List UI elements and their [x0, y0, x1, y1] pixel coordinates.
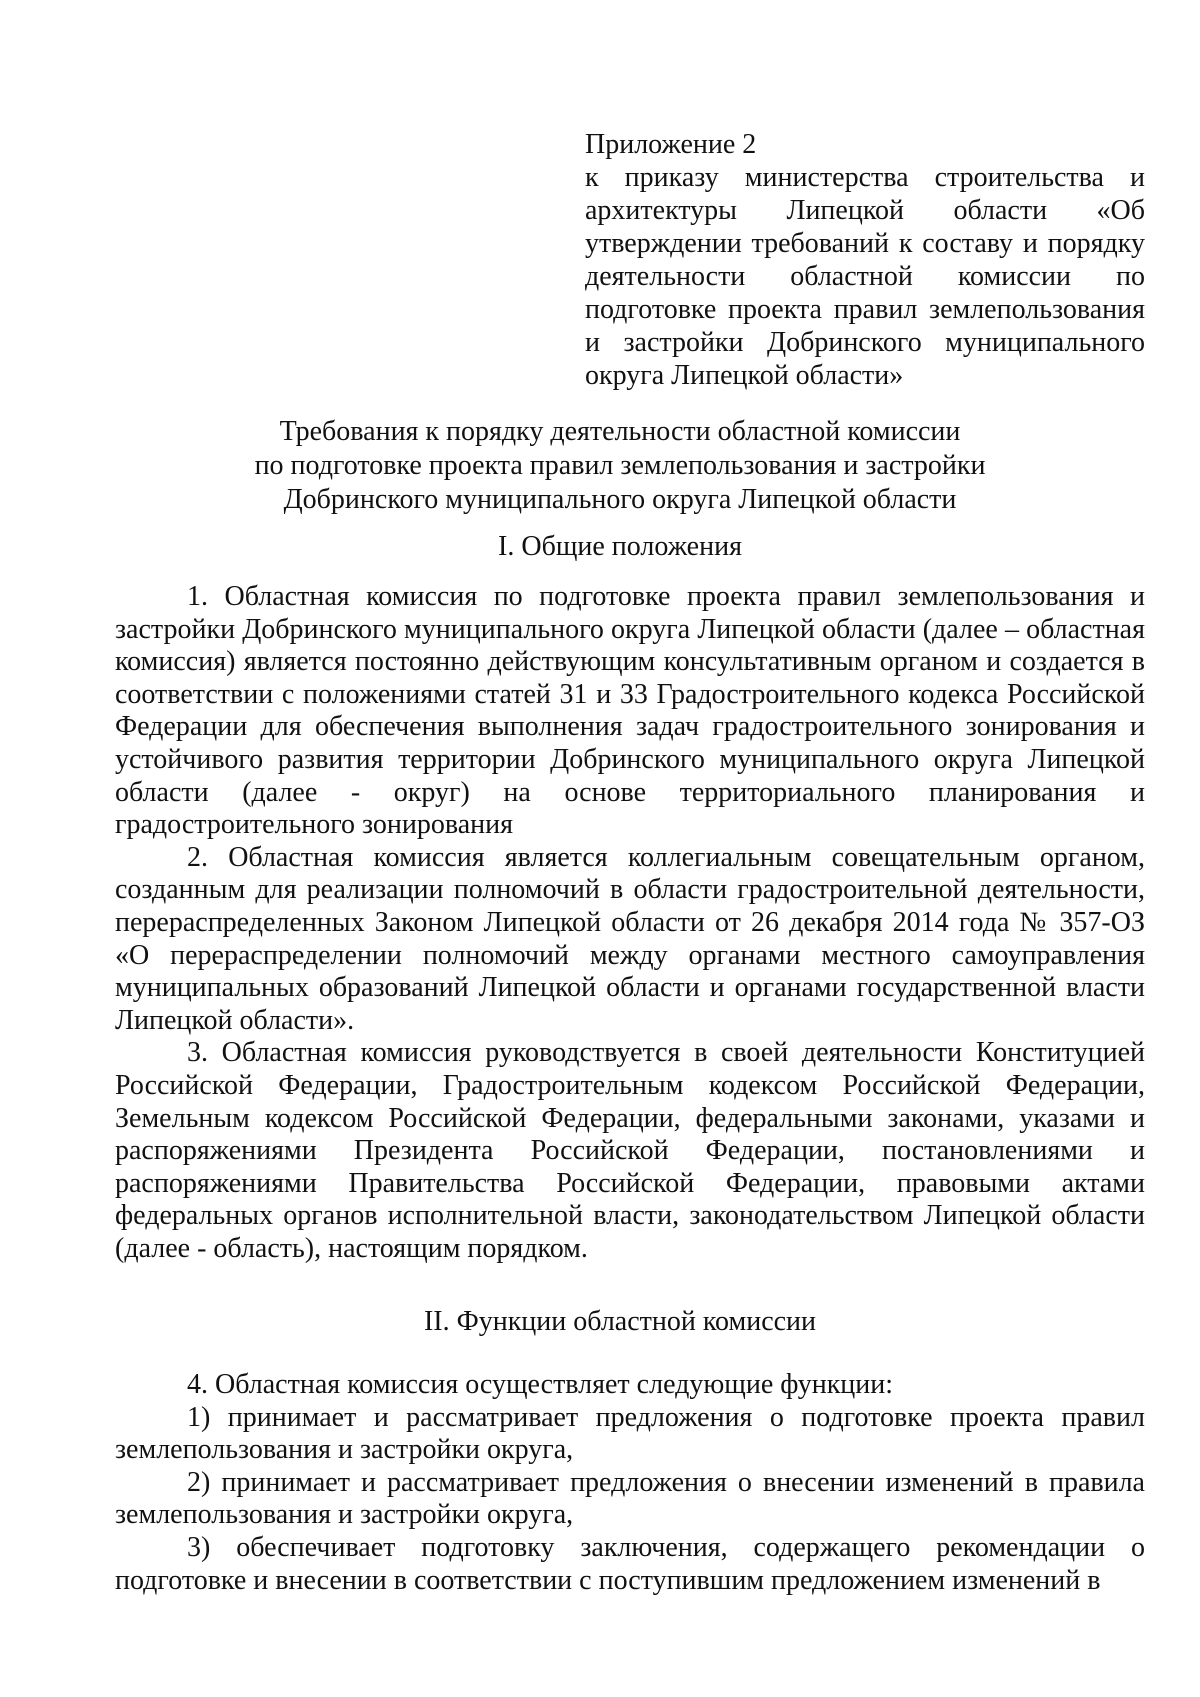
- document-title-line: Добринского муниципального округа Липецкой области: [283, 484, 957, 515]
- paragraph: 2. Областная комиссия является коллегиальным совещательным органом, созданным для реализации полномочий в области градостроительной деятельности, перераспределенных Законом Липецкой области от 26 декабря 2014 года № 357-ОЗ «О перераспределении полномочий между органами местного самоуправления муниципальных образований Липецкой области и органами государственной власти Липецкой области».: [115, 841, 1145, 1036]
- document-title: [180, 415, 1060, 517]
- list-item: 3) обеспечивает подготовку заключения, содержащего рекомендации о подготовке и внесении в соответствии с поступившим предложением изменений в: [115, 1531, 1145, 1596]
- section-heading-functions: II. Функции областной комиссии: [423, 1306, 817, 1337]
- document-title-line: по подготовке проекта правил землепользования и застройки: [254, 450, 986, 481]
- annex-header: [585, 128, 1145, 392]
- section-functions-body: [115, 1369, 1145, 1597]
- document-title-line: Требования к порядку деятельности областной комиссии: [279, 416, 961, 447]
- section-heading-general: I. Общие положения: [498, 531, 742, 562]
- annex-title: Приложение 2: [585, 129, 757, 160]
- list-item: 2) принимает и рассматривает предложения о внесении изменений в правила землепользования и застройки округа,: [115, 1466, 1145, 1531]
- paragraph: 3. Областная комиссия руководствуется в своей деятельности Конституцией Российской Федерации, Градостроительным кодексом Российской Федерации, Земельным кодексом Российской Федерации, федеральными законами, указами и распоряжениями Президента Российской Федерации, постановлениями и распоряжениями Правительства Российской Федерации, правовыми актами федеральных органов исполнительной власти, законодательством Липецкой области (далее - область), настоящим порядком.: [115, 1037, 1145, 1264]
- section-general-body: [115, 581, 1145, 1265]
- paragraph: 1. Областная комиссия по подготовке проекта правил землепользования и застройки Добринского муниципального округа Липецкой области (далее – областная комиссия) является постоянно действующим консультативным органом и создается в соответствии с положениями статей 31 и 33 Градостроительного кодекса Российской Федерации для обеспечения выполнения задач градостроительного зонирования и устойчивого развития территории Добринского муниципального округа Липецкой области (далее - округ) на основе территориального планирования и градостроительного зонирования: [115, 581, 1145, 841]
- paragraph: 4. Областная комиссия осуществляет следующие функции:: [187, 1369, 894, 1400]
- annex-reference: к приказу министерства строительства и архитектуры Липецкой области «Об утверждении требований к составу и порядку деятельности областной комиссии по подготовке проекта правил землепользования и застройки Добринского муниципального округа Липецкой области»: [585, 162, 1145, 391]
- list-item: 1) принимает и рассматривает предложения о подготовке проекта правил землепользования и застройки округа,: [115, 1401, 1145, 1466]
